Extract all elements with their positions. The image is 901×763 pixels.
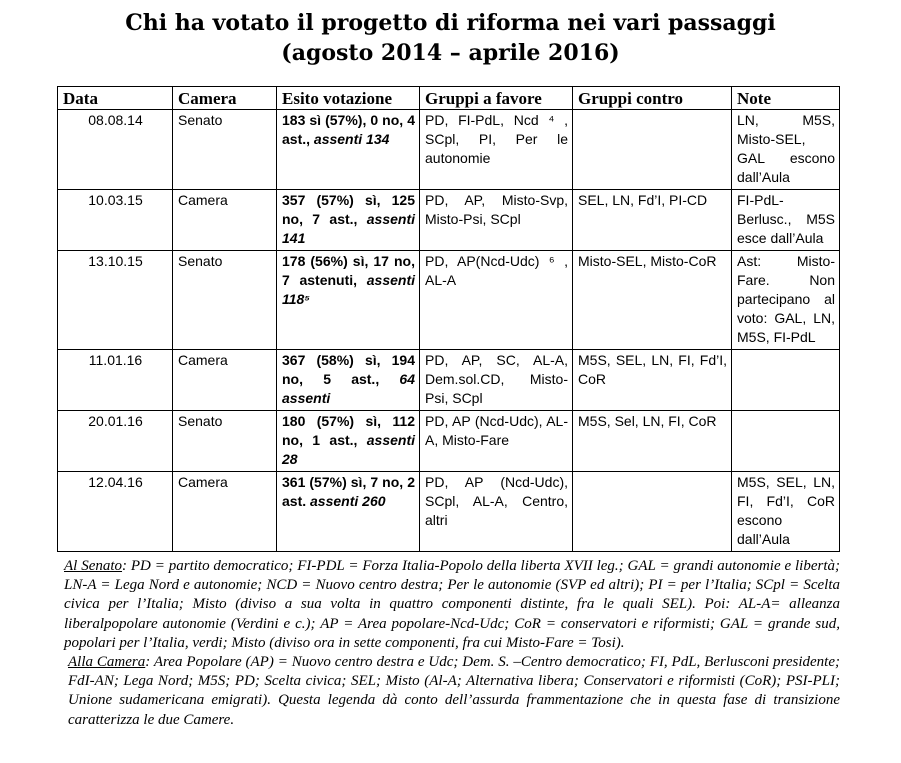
cell-contro xyxy=(573,472,732,552)
page-title: Chi ha votato il progetto di riforma nei vari passaggi xyxy=(125,10,776,36)
cell-camera: Camera xyxy=(173,350,277,411)
legend-camera xyxy=(64,653,840,730)
assenti-text: assenti 28 xyxy=(282,432,415,467)
cell-camera: Senato xyxy=(173,110,277,190)
cell-contro: M5S, SEL, LN, FI, Fd’I, CoR xyxy=(573,350,732,411)
cell-camera: Senato xyxy=(173,411,277,472)
cell-data: 20.01.16 xyxy=(58,411,173,472)
legend-senato-lead: Al Senato xyxy=(64,558,123,574)
table-header-row xyxy=(58,87,840,110)
esito-text: 367 (58%) sì, 194 no, 5 ast., xyxy=(282,352,415,387)
assenti-text: assenti 141 xyxy=(282,211,415,246)
cell-note: LN, M5S, Misto-SEL, GAL escono dall’Aula xyxy=(732,110,840,190)
table-row xyxy=(58,110,840,190)
page-subtitle: (agosto 2014 – aprile 2016) xyxy=(281,40,620,66)
cell-esito xyxy=(277,350,420,411)
cell-note xyxy=(732,350,840,411)
legend-camera-lead: Alla Camera xyxy=(68,654,146,671)
cell-contro: SEL, LN, Fd’I, PI-CD xyxy=(573,190,732,251)
cell-esito xyxy=(277,110,420,190)
assenti-text: assenti 260 xyxy=(310,493,386,509)
cell-data: 12.04.16 xyxy=(58,472,173,552)
table-row xyxy=(58,472,840,552)
cell-camera: Senato xyxy=(173,251,277,350)
cell-camera: Camera xyxy=(173,472,277,552)
cell-favore: PD, FI-PdL, Ncd ⁴ , SCpl, PI, Per le autonomie xyxy=(420,110,573,190)
table-row xyxy=(58,251,840,350)
header-data: Data xyxy=(58,87,173,110)
cell-note xyxy=(732,411,840,472)
table-row xyxy=(58,350,840,411)
cell-esito xyxy=(277,411,420,472)
cell-data: 13.10.15 xyxy=(58,251,173,350)
esito-text: 183 sì (57%), 0 no, 4 ast., xyxy=(282,112,415,147)
cell-note: M5S, SEL, LN, FI, Fd’I, CoR escono dall’Aula xyxy=(732,472,840,552)
cell-esito xyxy=(277,472,420,552)
assenti-text: 64 assenti xyxy=(282,371,415,406)
assenti-text: assenti 134 xyxy=(313,131,390,147)
header-note: Note xyxy=(732,87,840,110)
table-row xyxy=(58,190,840,251)
esito-text: 357 (57%) sì, 125 no, 7 ast., xyxy=(282,192,415,227)
cell-esito xyxy=(277,251,420,350)
cell-data: 08.08.14 xyxy=(58,110,173,190)
assenti-text: assenti 118⁵ xyxy=(282,272,415,307)
table-row xyxy=(58,411,840,472)
legend xyxy=(64,557,840,730)
esito-text: 361 (57%) sì, 7 no, 2 ast. xyxy=(282,474,415,509)
votes-table xyxy=(57,86,840,552)
legend-senato-text: : PD = partito democratico; FI-PDL = Forza Italia-Popolo della liberta XVII leg.; GAL = grandi autonomie e libertà; LN-A = Lega Nord e autonomie; NCD = Nuovo centro destra; Per le autonomie (SVP ed altri); PI = per l’Italia; SCpl = Scelta civica per l’Italia; Misto (diviso a sua volta in quattro componenti distinte, fra le quali SEL). Poi: AL-A= alleanza liberalpopolare autonomie (Verdini e c.); AP = Area popolare-Ncd-Udc; CoR = conservatori e riformisti; GAL = grande sud, popolari per l’Italia, verdi; Misto (diviso ora in sette componenti, fra cui Misto-Fare = Tosi). xyxy=(64,558,841,651)
header-camera: Camera xyxy=(173,87,277,110)
header-esito: Esito votazione xyxy=(277,87,420,110)
cell-contro: M5S, Sel, LN, FI, CoR xyxy=(573,411,732,472)
cell-favore: PD, AP, Misto-Svp, Misto-Psi, SCpl xyxy=(420,190,573,251)
cell-data: 11.01.16 xyxy=(58,350,173,411)
esito-text: 178 (56%) sì, 17 no, 7 astenuti, xyxy=(282,253,415,288)
cell-contro: Misto-SEL, Misto-CoR xyxy=(573,251,732,350)
cell-favore: PD, AP, SC, AL-A, Dem.sol.CD, Misto-Psi, SCpl xyxy=(420,350,573,411)
header-favore: Gruppi a favore xyxy=(420,87,573,110)
cell-favore: PD, AP (Ncd-Udc), AL-A, Misto-Fare xyxy=(420,411,573,472)
cell-favore: PD, AP (Ncd-Udc), SCpl, AL-A, Centro, altri xyxy=(420,472,573,552)
cell-contro xyxy=(573,110,732,190)
cell-favore: PD, AP(Ncd-Udc) ⁶ , AL-A xyxy=(420,251,573,350)
cell-note: Ast: Misto-Fare. Non partecipano al voto: GAL, LN, M5S, FI-PdL xyxy=(732,251,840,350)
esito-text: 180 (57%) sì, 112 no, 1 ast., xyxy=(282,413,415,448)
cell-data: 10.03.15 xyxy=(58,190,173,251)
header-contro: Gruppi contro xyxy=(573,87,732,110)
cell-note: FI-PdL-Berlusc., M5S esce dall’Aula xyxy=(732,190,840,251)
legend-camera-text: : Area Popolare (AP) = Nuovo centro destra e Udc; Dem. S. –Centro democratico; FI, PdL, Berlusconi presidente; FdI-AN; Lega Nord; M5S; PD; Scelta civica; SEL; Misto (Al-A; Alternativa libera; Conservatori e riformisti (CoR); PSI-PLI; Unione sudamericana emigrati). Questa legenda dà conto dell’assurda frammentazione che in questa fase di transizione caratterizza le due Camere. xyxy=(68,654,840,728)
cell-esito xyxy=(277,190,420,251)
legend-senato xyxy=(64,557,840,653)
cell-camera: Camera xyxy=(173,190,277,251)
